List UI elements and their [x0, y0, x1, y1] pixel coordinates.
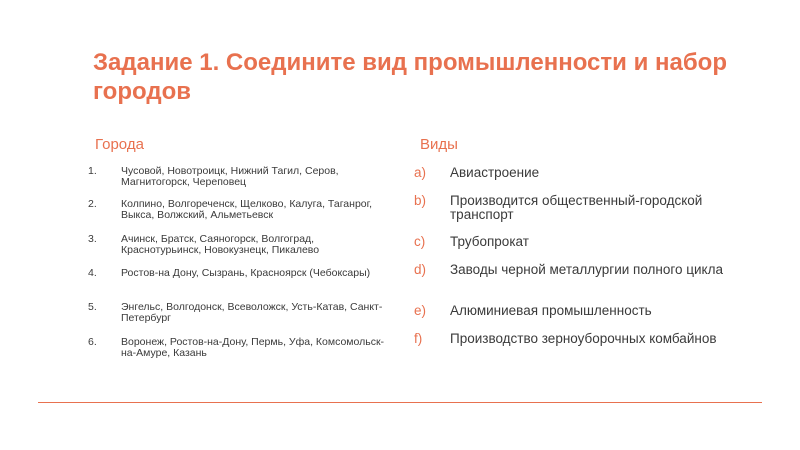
- list-item-marker: c): [414, 234, 426, 249]
- list-item-text: Авиастроение: [450, 165, 540, 180]
- list-item-text: Заводы черной металлургии полного цикла: [450, 262, 723, 277]
- slide-title: Задание 1. Соедините вид промышленности и набор городов: [93, 49, 727, 105]
- list-item-marker: 6.: [88, 336, 97, 348]
- list-item-text: Колпино, Волгореченск, Щелково, Калуга, Таганрог, Выкса, Волжский, Альметьевск: [121, 198, 373, 221]
- list-item-marker: b): [414, 193, 427, 208]
- list-item-text: Производство зерноуборочных комбайнов: [450, 331, 717, 346]
- footer-divider: [38, 402, 762, 403]
- list-item-text: Чусовой, Новотроицк, Нижний Тагил, Серов, Магнитогорск, Череповец: [121, 165, 339, 188]
- list-item-text: Энгельс, Волгодонск, Всеволожск, Усть-Катав, Санкт-Петербург: [121, 301, 383, 324]
- types-column-header: Виды: [420, 136, 458, 153]
- list-item-marker: e): [414, 303, 427, 318]
- list-item-marker: 1.: [88, 165, 97, 177]
- list-item-marker: 5.: [88, 301, 97, 313]
- list-item-marker: a): [414, 165, 427, 180]
- list-item-text: Ачинск, Братск, Саяногорск, Волгоград, Краснотурьинск, Новокузнецк, Пикалево: [121, 233, 320, 256]
- list-item-marker: f): [414, 331, 423, 346]
- list-item-marker: d): [414, 262, 427, 277]
- list-item-marker: 4.: [88, 267, 97, 279]
- cities-column-header: Города: [95, 136, 144, 153]
- list-item-marker: 3.: [88, 233, 97, 245]
- list-item-text: Трубопрокат: [450, 234, 529, 249]
- list-item-text: Производится общественный-городской транспорт: [450, 193, 703, 222]
- list-item-marker: 2.: [88, 198, 97, 210]
- list-item-text: Алюминиевая промышленность: [450, 303, 652, 318]
- list-item-text: Воронеж, Ростов-на-Дону, Пермь, Уфа, Комсомольск-на-Амуре, Казань: [121, 336, 385, 359]
- list-item-text: Ростов-на Дону, Сызрань, Красноярск (Чебоксары): [121, 267, 371, 279]
